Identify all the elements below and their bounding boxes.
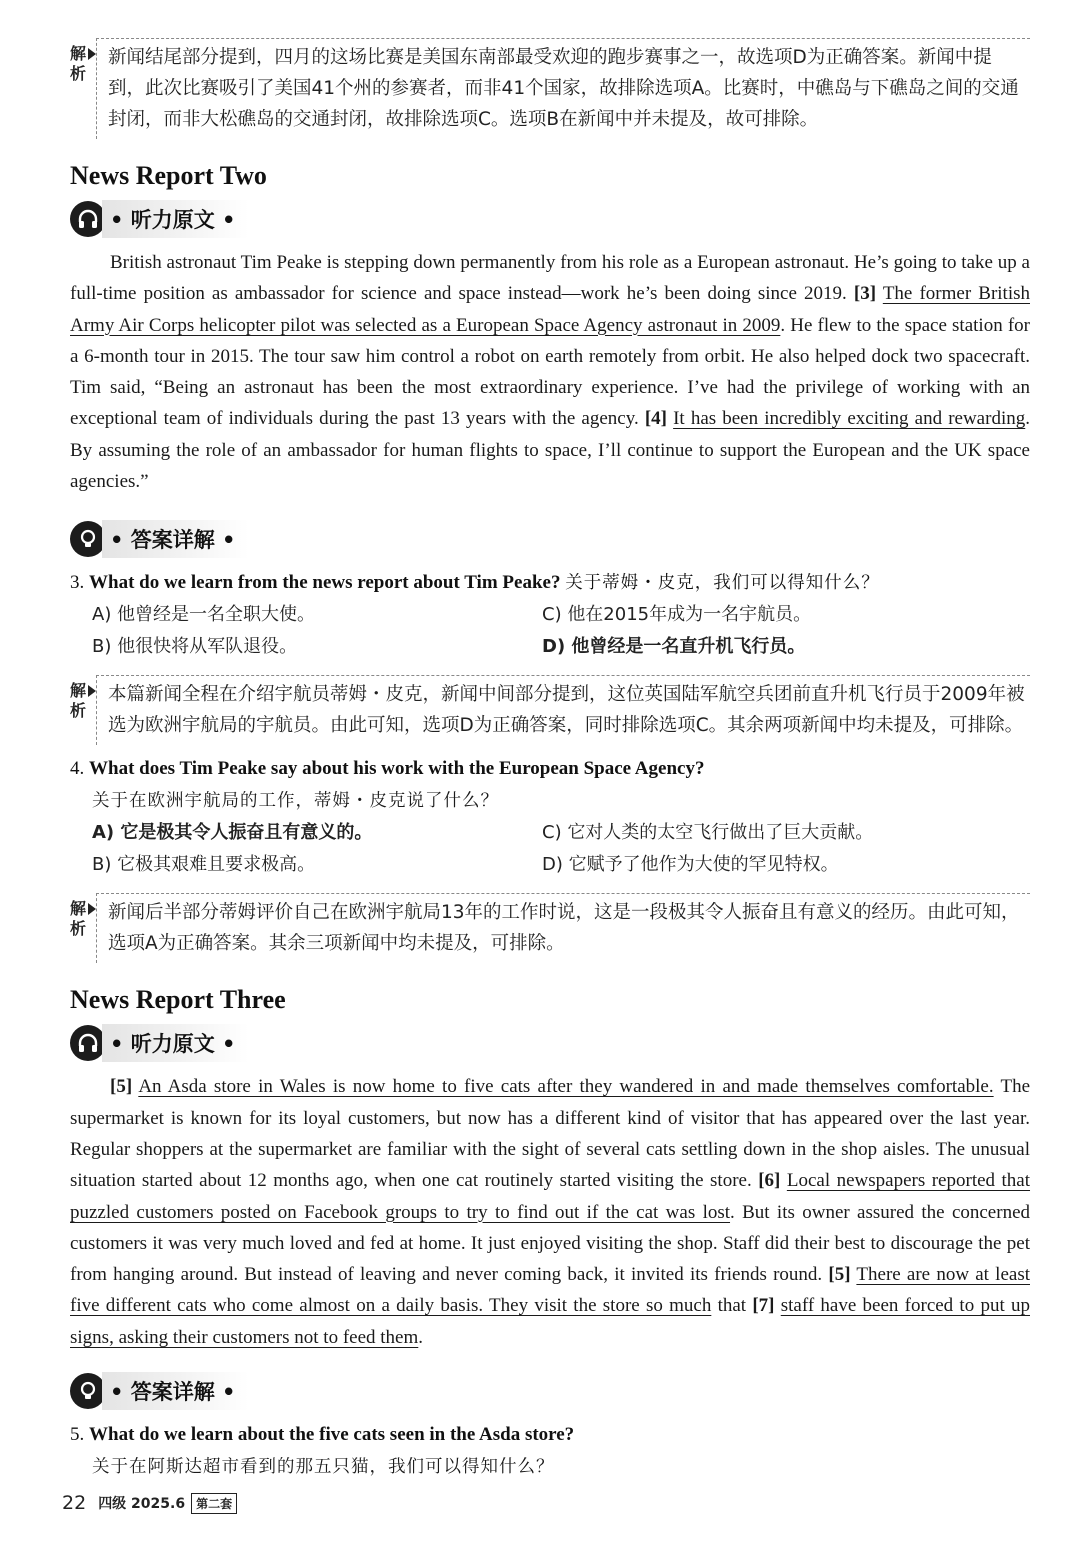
- passage-text: that: [711, 1295, 753, 1317]
- explanation-box: [70, 671, 1030, 749]
- underlined-answer: staff have been forced to put up signs, asking their customers not to feed them: [70, 1295, 1030, 1348]
- explanation-label: 解析: [70, 681, 87, 721]
- underlined-answer: There are now at least five different cats who come almost on a daily basis. They visit the store so much: [70, 1264, 1030, 1317]
- page-footer: [62, 1492, 237, 1514]
- question-marker: [6]: [758, 1170, 781, 1192]
- question-number: 3.: [70, 572, 85, 594]
- option-d-correct: D) 他曾经是一名直升机飞行员。: [542, 636, 806, 658]
- question-4: [70, 753, 1030, 785]
- explanation-tag: [70, 44, 88, 84]
- passage-text: . But its owner assured the concerned customers it was very much loved and fed at home. It just enjoyed visiting the shop. Staff did their best to discourage the pet from hanging around. But instead of leaving and never coming back, it invited its friends round.: [70, 1201, 1030, 1286]
- option-a: A) 他曾经是一名全职大使。: [92, 604, 316, 626]
- options-q4: [70, 817, 1030, 881]
- question-chinese: 关于蒂姆・皮克，我们可以得知什么？: [565, 573, 880, 594]
- question-marker: [5]: [828, 1264, 851, 1286]
- exam-label: 四级 2025.6: [98, 1496, 186, 1512]
- options-q3: [70, 599, 1030, 663]
- question-english: What do we learn from the news report about Tim Peake?: [89, 572, 561, 594]
- explanation-tag: [70, 681, 88, 721]
- explanation-box: [70, 34, 1030, 143]
- question-marker: [3]: [853, 283, 877, 305]
- passage-text: British astronaut Tim Peake is stepping down permanently from his role as a European astronaut. He’s going to take up a full-time position as ambassador for science and space instead—work he’s been doing since 2019.: [70, 252, 1030, 305]
- passage-text: . By assuming the role of an ambassador for human flights to space, I’ll continue to support the European and the UK space agencies.”: [70, 408, 1030, 493]
- option-b: B) 它极其艰难且要求极高。: [92, 854, 316, 876]
- answers-heading: [70, 519, 1030, 559]
- transcript-label: • 听力原文 •: [102, 1024, 249, 1062]
- transcript-heading: [70, 1023, 1030, 1063]
- set-badge: 第二套: [191, 1493, 237, 1514]
- question-number: 5.: [70, 1424, 85, 1446]
- transcript-passage: [70, 1071, 1030, 1353]
- headphones-icon: [70, 1025, 106, 1061]
- lightbulb-icon: [70, 1373, 106, 1409]
- answers-heading: [70, 1371, 1030, 1411]
- passage-text: . He flew to the space station for a 6-month tour in 2015. The tour saw him control a robot on earth remotely from orbit. He also helped dock two spacecraft. Tim said, “Being an astronaut has been the most extraordinary experience. I’ve had the privilege of working with an exceptional team of individuals during the past 13 years with the agency.: [70, 314, 1030, 430]
- passage-text: .: [418, 1326, 424, 1348]
- question-number: 4.: [70, 758, 85, 780]
- arrow-icon: [88, 685, 96, 697]
- question-marker: [4]: [644, 408, 667, 430]
- answers-label: • 答案详解 •: [102, 520, 249, 558]
- transcript-label: • 听力原文 •: [102, 200, 249, 238]
- question-3: [70, 567, 1030, 599]
- explanation-text: 新闻后半部分蒂姆评价自己在欧洲宇航局13年的工作时说，这是一段极其令人振奋且有意义的经历。由此可知，选项A为正确答案。其余三项新闻中均未提及，可排除。: [108, 902, 1020, 955]
- explanation-label: 解析: [70, 899, 87, 939]
- question-english: What do we learn about the five cats seen in the Asda store?: [89, 1424, 575, 1446]
- explanation-text: 新闻结尾部分提到，四月的这场比赛是美国东南部最受欢迎的跑步赛事之一，故选项D为正确答案。新闻中提到，此次比赛吸引了美国41个州的参赛者，而非41个国家，故排除选项A。比赛时，中礁岛与下礁岛之间的交通封闭，而非大松礁岛的交通封闭，故排除选项C。选项B在新闻中并未提及，故可排除。: [108, 47, 1019, 130]
- explanation-text: 本篇新闻全程在介绍宇航员蒂姆・皮克，新闻中间部分提到，这位英国陆军航空兵团前直升机飞行员于2009年被选为欧洲宇航局的宇航员。由此可知，选项D为正确答案，同时排除选项C。其余两项新闻中均未提及，可排除。: [108, 684, 1025, 737]
- arrow-icon: [88, 48, 96, 60]
- option-c: C) 它对人类的太空飞行做出了巨大贡献。: [542, 822, 874, 844]
- option-d: D) 它赋予了他作为大使的罕见特权。: [542, 854, 839, 876]
- question-english: What does Tim Peake say about his work with the European Space Agency?: [89, 758, 705, 780]
- underlined-answer: It has been incredibly exciting and rewarding: [673, 408, 1026, 430]
- question-chinese: 关于在欧洲宇航局的工作，蒂姆・皮克说了什么？: [92, 791, 499, 812]
- option-a-correct: A) 它是极其令人振奋且有意义的。: [92, 822, 373, 844]
- report-two-title: News Report Two: [70, 161, 267, 190]
- page-number: 22: [62, 1492, 87, 1514]
- question-5: [70, 1419, 1030, 1451]
- arrow-icon: [88, 903, 96, 915]
- report-three-title: News Report Three: [70, 985, 286, 1015]
- explanation-box: [70, 889, 1030, 967]
- explanation-tag: [70, 899, 88, 939]
- explanation-label: 解析: [70, 44, 87, 83]
- underlined-answer: Local newspapers reported that puzzled customers posted on Facebook groups to try to find out if the cat was lost: [70, 1170, 1031, 1223]
- underlined-answer: The former British Army Air Corps helicopter pilot was selected as a European Space Agency astronaut in 2009: [70, 283, 1030, 336]
- option-b: B) 他很快将从军队退役。: [92, 636, 298, 658]
- headphones-icon: [70, 201, 106, 237]
- transcript-heading: [70, 199, 1030, 239]
- answers-label: • 答案详解 •: [102, 1372, 249, 1410]
- passage-text: The supermarket is known for its loyal customers, but now has a different kind of visitor that has appeared over the last year. Regular shoppers at the supermarket are familiar with the sight of several cats settling down in the shop aisles. The unusual situation started about 12 months ago, when one cat routinely started visiting the store.: [70, 1076, 1031, 1192]
- question-chinese: 关于在阿斯达超市看到的那五只猫，我们可以得知什么？: [92, 1457, 555, 1478]
- transcript-passage: [70, 247, 1030, 497]
- question-marker: [7]: [752, 1295, 775, 1317]
- underlined-answer: An Asda store in Wales is now home to five cats after they wandered in and made themselves comfortable.: [138, 1076, 994, 1098]
- option-c: C) 他在2015年成为一名宇航员。: [542, 604, 812, 626]
- lightbulb-icon: [70, 521, 106, 557]
- question-marker: [5]: [110, 1076, 133, 1098]
